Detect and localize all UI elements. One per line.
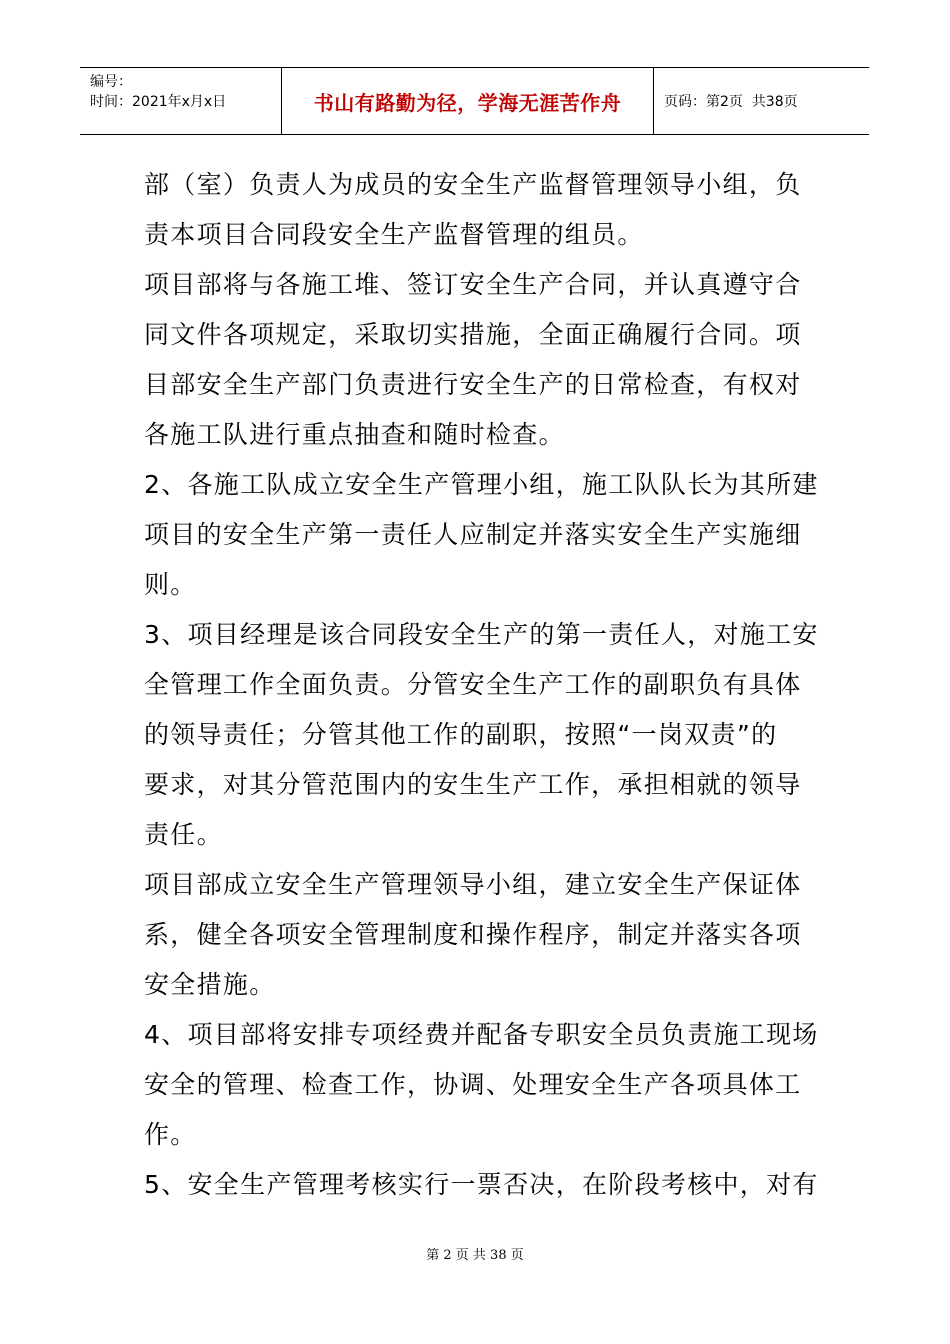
body-line: 4、项目部将安排专项经费并配备专职安全员负责施工现场 — [144, 1020, 819, 1049]
body-line: 要求，对其分管范围内的安生生产工作，承担相就的领导 — [144, 770, 802, 799]
body-line: 项目的安全生产第一责任人应制定并落实安全生产实施细 — [144, 520, 802, 549]
body-line: 系，健全各项安全管理制度和操作程序，制定并落实各项 — [144, 920, 802, 949]
document-number-label: 编号： — [90, 74, 132, 90]
page-footer: 第 2 页 共 38 页 — [426, 1248, 524, 1263]
body-line: 项目部成立安全生产管理领导小组，建立安全生产保证体 — [144, 870, 802, 899]
body-line: 部（室）负责人为成员的安全生产监督管理领导小组，负 — [144, 170, 802, 199]
body-line: 项目部将与各施工堆、签订安全生产合同，并认真遵守合 — [144, 270, 802, 299]
document-time-label: 时间：2021年x月x日 — [90, 94, 227, 110]
body-line: 全管理工作全面负责。分管安全生产工作的副职负有具体 — [144, 670, 802, 699]
body-line: 目部安全生产部门负责进行安全生产的日常检查，有权对 — [144, 370, 802, 399]
body-line: 同文件各项规定，采取切实措施，全面正确履行合同。项 — [144, 320, 802, 349]
header-meta-cell — [80, 68, 282, 134]
header-page-cell — [654, 68, 869, 134]
body-line: 2、各施工队成立安全生产管理小组，施工队队长为其所建 — [144, 470, 819, 499]
header-motto: 书山有路勤为径，学海无涯苦作舟 — [313, 90, 622, 115]
body-line: 则。 — [144, 570, 197, 599]
header-motto-cell — [282, 68, 654, 134]
body-line: 责任。 — [144, 820, 223, 849]
body-line: 安全的管理、检查工作，协调、处理安全生产各项具体工 — [144, 1070, 802, 1099]
body-line: 作。 — [144, 1120, 197, 1149]
body-line: 3、项目经理是该合同段安全生产的第一责任人，对施工安 — [144, 620, 819, 649]
header-page-label: 页码：第2页 共38页 — [664, 94, 798, 110]
document-body — [144, 160, 819, 1210]
body-line: 责本项目合同段安全生产监督管理的组员。 — [144, 220, 644, 249]
header-table — [80, 67, 869, 135]
body-line: 安全措施。 — [144, 970, 276, 999]
body-line: 的领导责任；分管其他工作的副职，按照“一岗双责”的 — [144, 720, 778, 749]
body-line: 5、安全生产管理考核实行一票否决，在阶段考核中，对有 — [144, 1170, 819, 1199]
body-line: 各施工队进行重点抽查和随时检查。 — [144, 420, 565, 449]
